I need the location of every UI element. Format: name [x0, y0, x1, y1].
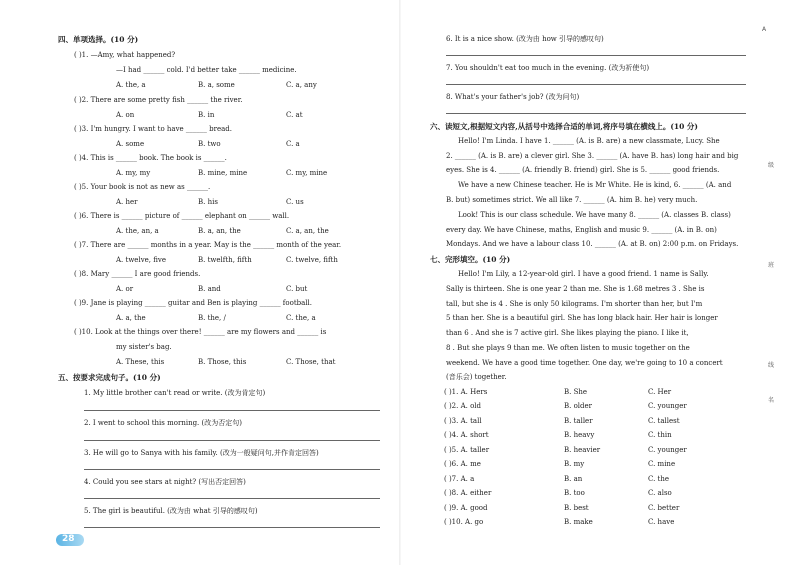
cloze-option-10: ( )10. A. go [444, 518, 484, 526]
q8-option-b: B. and [198, 285, 221, 293]
cloze-option-2-b: B. older [564, 402, 593, 410]
binding-mark-3: 班 [768, 262, 775, 269]
s5-answer-line-3[interactable] [84, 469, 380, 470]
q5-option-b: B. his [198, 198, 218, 206]
s5-item-3: 3. He will go to Sanya with his family. (改为一般疑问句,并作肯定回答) [84, 449, 319, 457]
s5-item-5: 5. The girl is beautiful. (改为由 what 引导的感叹句) [84, 507, 258, 515]
cloze-option-6-c: C. mine [648, 460, 676, 468]
s7-line-2: Sally is thirteen. She is one year 2 than me. She is 1.68 metres 3 . She is [446, 285, 705, 293]
cloze-option-3-c: C. tallest [648, 417, 680, 425]
binding-mark-4: 线 [768, 362, 775, 369]
q6-option-b: B. a, an, the [198, 227, 241, 235]
s5-answer-line-6[interactable] [446, 55, 746, 56]
q2-stem: ( )2. There are some pretty fish ______ the river. [74, 96, 243, 104]
q10-option-b: B. Those, this [198, 358, 247, 366]
cloze-option-5-c: C. younger [648, 446, 687, 454]
s7-line-7: weekend. We have a good time together. One day, we're going to 10 a concert [446, 359, 723, 367]
s6-line-5: B. but) sometimes strict. We all like 7. ______ (A. him B. he) very much. [446, 196, 698, 204]
q3-option-b: B. two [198, 140, 221, 148]
cloze-option-9-c: C. better [648, 504, 680, 512]
cloze-option-7: ( )7. A. a [444, 475, 475, 483]
s6-line-2: 2. ______ (A. is B. are) a clever girl. She 3. ______ (A. have B. has) long hair and big [446, 152, 739, 160]
cloze-option-10-c: C. have [648, 518, 675, 526]
q9-option-a: A. a, the [116, 314, 146, 322]
q4-option-b: B. mine, mine [198, 169, 248, 177]
q6-option-a: A. the, an, a [116, 227, 159, 235]
q3-option-c: C. a [286, 140, 300, 148]
s6-line-3: eyes. She is 4. ______ (A. friendly B. friend) girl. She is 5. ______ good friends. [446, 166, 720, 174]
q2-option-a: A. on [116, 111, 135, 119]
s5-item-6: 6. It is a nice show. (改为由 how 引导的感叹句) [446, 35, 604, 43]
cloze-option-5-b: B. heavier [564, 446, 601, 454]
s5-item-1: 1. My little brother can't read or write. (改为肯定句) [84, 389, 266, 397]
s7-line-3: tall, but she is 4 . She is only 50 kilograms. I'm shorter than her, but I'm [446, 300, 703, 308]
q3-stem: ( )3. I'm hungry. I want to have ______ bread. [74, 125, 233, 133]
cloze-option-3-b: B. taller [564, 417, 593, 425]
s5-answer-line-4[interactable] [84, 498, 380, 499]
q7-option-c: C. twelve, fifth [286, 256, 338, 264]
q10-option-c: C. Those, that [286, 358, 336, 366]
q1-option-a: A. the, a [116, 81, 146, 89]
s7-line-8: (音乐会) together. [446, 373, 507, 381]
cloze-option-7-b: B. an [564, 475, 583, 483]
q7-stem: ( )7. There are ______ months in a year. May is the ______ month of the year. [74, 241, 342, 249]
q9-option-c: C. the, a [286, 314, 316, 322]
q4-option-c: C. my, mine [286, 169, 328, 177]
q10-stem: ( )10. Look at the things over there! ______ are my flowers and ______ is [74, 328, 327, 336]
s7-line-1: Hello! I'm Lily, a 12-year-old girl. I have a good friend. 1 name is Sally. [458, 270, 709, 278]
cloze-option-5: ( )5. A. taller [444, 446, 490, 454]
cloze-option-10-b: B. make [564, 518, 593, 526]
q2-option-b: B. in [198, 111, 215, 119]
q1-option-b: B. a, some [198, 81, 235, 89]
s5-item-8: 8. What's your father's job? (改为问句) [446, 93, 580, 101]
cloze-option-7-c: C. the [648, 475, 670, 483]
q6-option-c: C. a, an, the [286, 227, 329, 235]
q9-option-b: B. the, / [198, 314, 226, 322]
s7-line-4: 5 than her. She is a beautiful girl. She has long black hair. Her hair is longer [446, 314, 718, 322]
q1-stem-2: —I had ______ cold. I'd better take ______ medicine. [116, 66, 297, 74]
s5-item-4: 4. Could you see stars at night? (写出否定回答) [84, 478, 246, 486]
s5-answer-line-2[interactable] [84, 440, 380, 441]
q4-option-a: A. my, my [116, 169, 151, 177]
cloze-option-8-c: C. also [648, 489, 672, 497]
s7-line-6: 8 . But she plays 9 than me. We often listen to music together on the [446, 344, 690, 352]
binding-mark-5: 名 [768, 397, 775, 404]
s5-answer-line-1[interactable] [84, 410, 380, 411]
s7-line-5: than 6 . And she is 7 active girl. She likes playing the piano. I like it, [446, 329, 689, 337]
q10-option-a: A. These, this [116, 358, 165, 366]
s6-line-7: every day. We have Chinese, maths, English and music 9. ______ (A. in B. on) [446, 226, 717, 234]
binding-mark-1: A [762, 26, 767, 33]
s5-answer-line-7[interactable] [446, 84, 746, 85]
cloze-option-6-b: B. my [564, 460, 585, 468]
s6-line-1: Hello! I'm Linda. I have 1. ______ (A. is B. are) a new classmate, Lucy. She [458, 137, 720, 145]
cloze-option-3: ( )3. A. tall [444, 417, 482, 425]
s6-line-8: Mondays. And we have a labour class 10. ______ (A. at B. on) 2:00 p.m. on Fridays. [446, 240, 739, 248]
cloze-option-2-c: C. younger [648, 402, 687, 410]
right-page [400, 0, 800, 565]
s5-answer-line-8[interactable] [446, 113, 746, 114]
cloze-option-4: ( )4. A. short [444, 431, 489, 439]
section-6-heading: 六、读短文,根据短文内容,从括号中选择合适的单词,将序号填在横线上。(10 分) [430, 122, 698, 131]
q4-stem: ( )4. This is ______ book. The book is ______. [74, 154, 227, 162]
cloze-option-9: ( )9. A. good [444, 504, 488, 512]
q8-option-c: C. but [286, 285, 308, 293]
section-7-heading: 七、完形填空。(10 分) [430, 255, 511, 264]
q9-stem: ( )9. Jane is playing ______ guitar and Ben is playing ______ football. [74, 299, 312, 307]
page-number-badge [56, 533, 86, 547]
s5-item-7: 7. You shouldn't eat too much in the evening. (改为祈使句) [446, 64, 650, 72]
q1-option-c: C. a, any [286, 81, 317, 89]
cloze-option-2: ( )2. A. old [444, 402, 482, 410]
s5-answer-line-5[interactable] [84, 527, 380, 528]
cloze-option-1-c: C. Her [648, 388, 672, 396]
q1-stem: ( )1. —Amy, what happened? [74, 51, 176, 59]
q2-option-c: C. at [286, 111, 303, 119]
cloze-option-1-b: B. She [564, 388, 588, 396]
cloze-option-6: ( )6. A. me [444, 460, 481, 468]
q5-stem: ( )5. Your book is not as new as ______. [74, 183, 211, 191]
s5-item-2: 2. I went to school this morning. (改为否定句) [84, 419, 242, 427]
q5-option-c: C. us [286, 198, 304, 206]
q10-stem-2: my sister's bag. [116, 343, 172, 351]
s6-line-6: Look! This is our class schedule. We have many 8. ______ (A. classes B. class) [458, 211, 731, 219]
page-number: 28 [62, 534, 75, 544]
cloze-option-9-b: B. best [564, 504, 589, 512]
q3-option-a: A. some [116, 140, 145, 148]
cloze-option-4-c: C. thin [648, 431, 672, 439]
cloze-option-8: ( )8. A. either [444, 489, 492, 497]
section-4-heading: 四、单项选择。(10 分) [58, 35, 139, 44]
cloze-option-1: ( )1. A. Hers [444, 388, 488, 396]
q8-stem: ( )8. Mary ______ I are good friends. [74, 270, 201, 278]
binding-mark-2: 级 [768, 162, 775, 169]
cloze-option-8-b: B. too [564, 489, 585, 497]
cloze-option-4-b: B. heavy [564, 431, 595, 439]
s6-line-4: We have a new Chinese teacher. He is Mr White. He is kind, 6. ______ (A. and [458, 181, 732, 189]
q5-option-a: A. her [116, 198, 138, 206]
section-5-heading: 五、按要求完成句子。(10 分) [58, 373, 161, 382]
q7-option-a: A. twelve, five [116, 256, 167, 264]
q6-stem: ( )6. There is ______ picture of ______ elephant on ______ wall. [74, 212, 290, 220]
q8-option-a: A. or [116, 285, 134, 293]
q7-option-b: B. twelfth, fifth [198, 256, 252, 264]
